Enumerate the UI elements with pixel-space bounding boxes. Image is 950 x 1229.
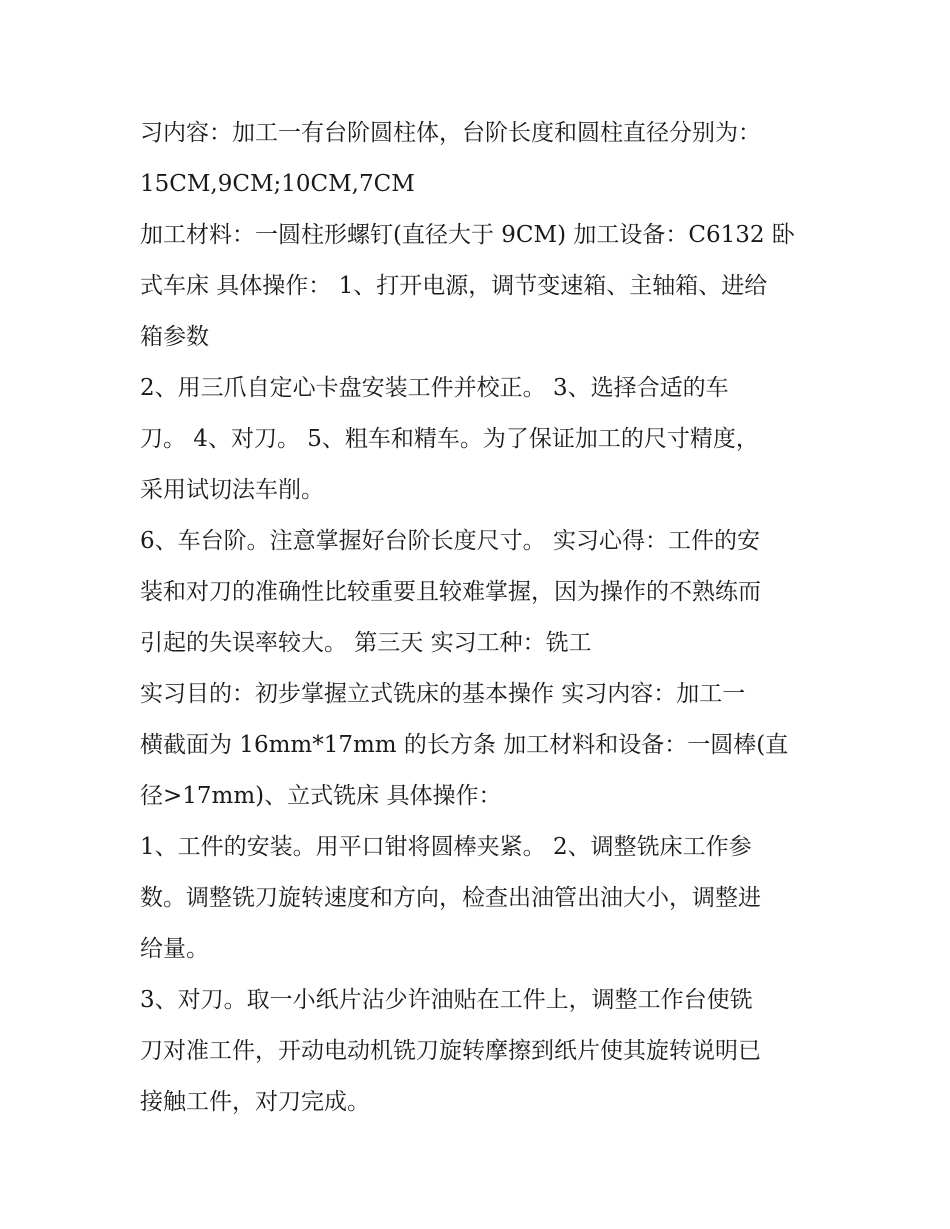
text-line: 6、车台阶。注意掌握好台阶长度尺寸。 实习心得：工件的安 bbox=[140, 528, 760, 554]
text-line: 2、用三爪自定心卡盘安装工件并校正。 3、选择合适的车 bbox=[140, 375, 729, 401]
text-line: 接触工件，对刀完成。 bbox=[140, 1089, 370, 1115]
text-line: 式车床 具体操作： 1、打开电源，调节变速箱、主轴箱、进给 bbox=[140, 273, 768, 299]
text-line: 箱参数 bbox=[140, 324, 209, 350]
text-line: 刀。 4、对刀。 5、粗车和精车。为了保证加工的尺寸精度， bbox=[140, 426, 759, 452]
text-line: 加工材料：一圆柱形螺钉(直径大于 9CM) 加工设备：C6132 卧 bbox=[140, 222, 795, 248]
text-line: 引起的失误率较大。 第三天 实习工种：铣工 bbox=[140, 630, 592, 656]
text-line: 数。调整铣刀旋转速度和方向，检查出油管出油大小，调整进 bbox=[140, 885, 761, 911]
text-line: 采用试切法车削。 bbox=[140, 477, 324, 503]
text-line: 习内容：加工一有台阶圆柱体，台阶长度和圆柱直径分别为： bbox=[140, 120, 761, 146]
text-line: 1、工件的安装。用平口钳将圆棒夹紧。 2、调整铣床工作参 bbox=[140, 834, 752, 860]
text-line: 装和对刀的准确性比较重要且较难掌握，因为操作的不熟练而 bbox=[140, 579, 761, 605]
text-line: 实习目的：初步掌握立式铣床的基本操作 实习内容：加工一 bbox=[140, 681, 746, 707]
text-line: 刀对准工件，开动电动机铣刀旋转摩擦到纸片使其旋转说明已 bbox=[140, 1038, 761, 1064]
text-line: 15CM,9CM;10CM,7CM bbox=[140, 171, 415, 197]
text-line: 给量。 bbox=[140, 936, 209, 962]
document-body bbox=[140, 108, 830, 1128]
text-line: 径>17mm)、立式铣床 具体操作： bbox=[140, 783, 502, 809]
text-line: 3、对刀。取一小纸片沾少许油贴在工件上，调整工作台使铣 bbox=[140, 987, 753, 1013]
text-line: 横截面为 16mm*17mm 的长方条 加工材料和设备：一圆棒(直 bbox=[140, 732, 789, 758]
